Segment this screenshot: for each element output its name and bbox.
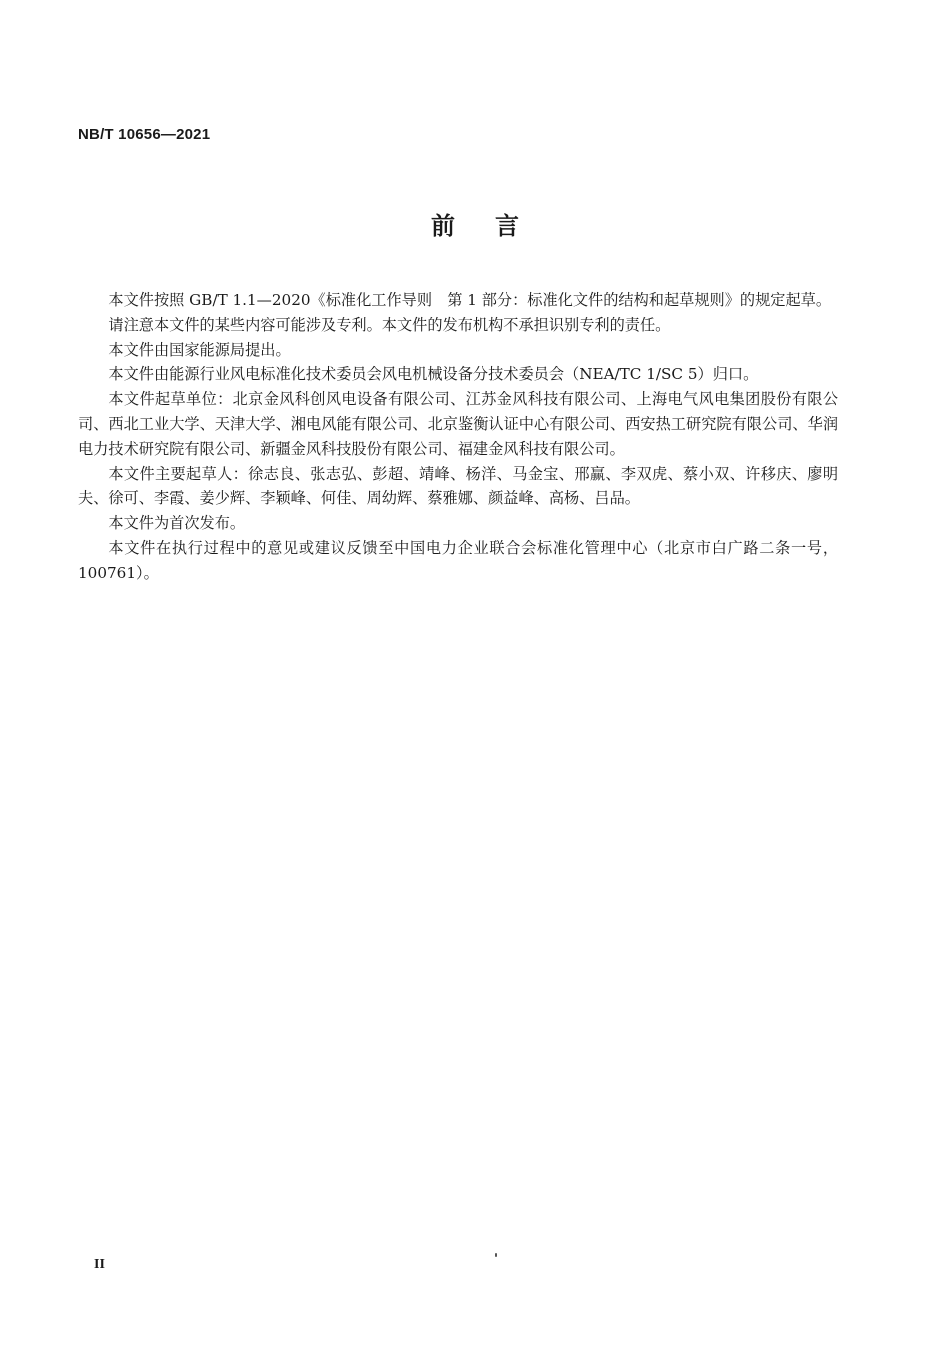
foreword-body: [78, 288, 838, 586]
paragraph-patent-notice: 请注意本文件的某些内容可能涉及专利。本文件的发布机构不承担识别专利的责任。: [108, 315, 671, 334]
paragraph-first-edition: 本文件为首次发布。: [108, 514, 246, 533]
paragraph-drafters: 本文件主要起草人：徐志良、张志弘、彭超、靖峰、杨洋、马金宝、邢赢、李双虎、蔡小双、许移庆、廖明夫、徐可、李霞、姜少辉、李颖峰、何佳、周幼辉、蔡雅娜、颜益峰、高杨、吕品。: [78, 464, 838, 508]
scan-speck: [495, 1253, 497, 1257]
paragraph-drafting-rules: 本文件按照 GB/T 1.1—2020《标准化工作导则 第 1 部分：标准化文件的结构和起草规则》的规定起草。: [108, 291, 832, 309]
paragraph-technical-committee: 本文件由能源行业风电标准化技术委员会风电机械设备分技术委员会（NEA/TC 1/SC 5）归口。: [108, 365, 759, 384]
paragraph-drafting-units: 本文件起草单位：北京金风科创风电设备有限公司、江苏金风科技有限公司、上海电气风电集团股份有限公司、西北工业大学、天津大学、湘电风能有限公司、北京鉴衡认证中心有限公司、西安热工研究院有限公司、华润电力技术研究院有限公司、新疆金风科技股份有限公司、福建金风科技有限公司。: [78, 390, 838, 458]
paragraph-feedback-contact: 本文件在执行过程中的意见或建议反馈至中国电力企业联合会标准化管理中心（北京市白广路二条一号，100761）。: [78, 538, 838, 582]
page-number: II: [94, 1257, 105, 1272]
page-title: 前言: [431, 212, 559, 240]
paragraph-proposer: 本文件由国家能源局提出。: [108, 340, 291, 359]
standard-code: NB/T 10656—2021: [78, 126, 211, 143]
